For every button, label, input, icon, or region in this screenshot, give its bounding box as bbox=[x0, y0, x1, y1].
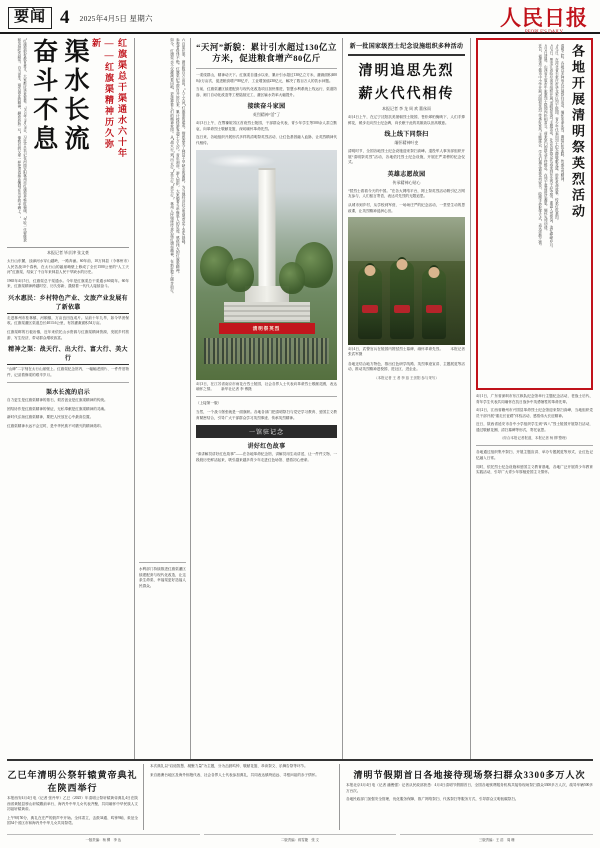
subhead-online: 线上线下同祭扫 bbox=[384, 132, 429, 139]
red-box-title: 各地开展清明祭英烈活动 bbox=[570, 44, 585, 220]
main-paragraph-5: 各地还结合地方特色，推出红色研学线路、英烈事迹宣讲、主题展览等活动，推动英烈精神进校园、进社区、进企业。 bbox=[348, 361, 465, 372]
tourism-paragraph-1: 走进林州市桂林镇、河顺镇，万亩良田连成片。从前十年九旱，如今旱涝保收。红旗渠灌区渠道总长4013.6公里，有效灌溉面积54万亩。 bbox=[7, 315, 129, 326]
main-headline-2: 薪火代代相传 bbox=[358, 87, 455, 102]
divider-col5 bbox=[476, 445, 593, 446]
flower-shape bbox=[426, 305, 442, 313]
soldier-figure bbox=[390, 261, 414, 339]
lead-kicker: 红旗渠总干渠通水六十年——红旗渠精神历久弥新 bbox=[91, 38, 127, 159]
list-item: 团结协作是红旗渠精神的保证，无私奉献是红旗渠精神的灵魂。 bbox=[7, 406, 108, 411]
feature-banner: 一馆驻记念 bbox=[196, 425, 337, 438]
soldiers-photo-caption: 4月4日，武警官兵在陵园内擦拭烈士墓碑，缅怀革命先烈。 本报记者 张武军摄 bbox=[348, 347, 465, 357]
continued-body: 当然，一个战斗堡垒就是一面旗帜。各地各部门把清明祭扫与党史学习教育、爱国主义教育紧密结合，引导广大干部群众学习英烈事迹、传承英烈精神。 bbox=[196, 409, 337, 420]
lead-paragraph-1: 太行山东麓，浊漳河水穿山越岭，一路奔涌。60年前，10万林县（今林州市）人民苦战10个春秋，在太行山的悬崖峭壁上修成了全长1500公里的“人工天河”红旗渠，结束了千百年来林县人民干旱缺水的历史。 bbox=[7, 259, 129, 275]
bottom-left-headline: 乙巳年清明公祭轩辕黄帝典礼在陕西举行 bbox=[7, 770, 138, 794]
continue-paragraph-2: 连日来，各地组织开展形式多样的清明祭英烈活动，让红色基因融入血脉，让英烈精神代代相传。 bbox=[196, 135, 337, 146]
lead-headline-1: 渠水长流 bbox=[61, 38, 88, 154]
lead-story-vertical bbox=[7, 38, 129, 248]
column-2 bbox=[135, 38, 191, 838]
featured-red-box bbox=[476, 38, 593, 390]
bottom-right-headline: 清明节假期首日各地接待现场祭扫群众3300多万人次 bbox=[353, 770, 586, 781]
soldier-head-shape bbox=[397, 259, 408, 270]
col5-body-7: 近日，陕西省延安市各中小学组织学生到“四八”烈士陵园开展祭扫活动，通过敬献花圈、清扫墓碑等形式，寄托哀思。 bbox=[476, 422, 593, 432]
bottom-right-lead: 本报北京4月4日电（记者 潘俊强）记者从民政部获悉：4月4日清明节假期首日，全国各地殡葬服务机构共接待现场祭扫群众3300多万人次，疏导车辆500多万台次。 bbox=[346, 783, 593, 793]
tree-shape bbox=[226, 258, 254, 292]
main-paragraph-1: 4月4日上午，在辽宁沈阳抗美援朝烈士陵园，苍松翠柏掩映下，人们手捧鲜花，缓步走向烈士纪念碑，向长眠于此的英雄致以崇高敬意。 bbox=[348, 115, 465, 125]
red-box-body-3: 4月4日清晨，山西省太原市牛驼寨烈士陵园内松柏肃立，前来祭扫的群众手持鲜花，在烈士墓前驻足凝思，缅怀先烈功绩。 bbox=[544, 44, 549, 233]
list-item: 自力更生是红旗渠精神的基石，艰苦创业是红旗渠精神的传统。 bbox=[7, 398, 108, 403]
column-1 bbox=[7, 38, 135, 838]
col2-paragraph: 水利部门持续推进红旗渠灌区续建配套与现代化改造，让这条生命渠、幸福渠更好造福人民群众。 bbox=[139, 567, 186, 588]
subhead-spirit: 精神之渠：战天行、出大行、富大行、美大行 bbox=[7, 344, 129, 365]
col2-vertical-3: 如今，红旗渠水不仅灌溉着田地，更滋养着人们的精神家园。从“战太行”到“出太行”“富太行”“美太行”，林州人民始终传承弘扬红旗渠精神，在新征程上阔步前行。 bbox=[170, 38, 175, 296]
flower-shape bbox=[362, 305, 378, 313]
cloud-decoration bbox=[206, 154, 276, 168]
divider-col2 bbox=[139, 562, 186, 563]
editor-credit: 一版责编：杨 柳 李 达 bbox=[7, 834, 200, 842]
flower-shape bbox=[394, 305, 410, 313]
main-headline-1: 清明追思先烈 bbox=[358, 64, 455, 79]
subhead-heroes: 英雄志愿故园 bbox=[387, 171, 426, 178]
subhead-tourism: 兴水惠民：乡村特色产业、文旅产业发展有了新依靠 bbox=[7, 293, 129, 314]
tourism-paragraph-2: 红旗渠畔的石板岩镇，近年来依托山水资源与红旗渠精神资源，发展乡村旅游、写生经济，带动群众增收致富。 bbox=[7, 329, 129, 340]
subhead-online-sub: 缅怀精神叶史 bbox=[394, 140, 419, 146]
divider-col3-b bbox=[196, 396, 337, 397]
red-box-body-1: 4月3日，在河北省石家庄市华北军区烈士陵园，青少年代表向烈士纪念碑敬献花篮，聆听革命故事，传承红色基因。 bbox=[555, 44, 560, 223]
wall-background-shape bbox=[348, 217, 465, 261]
lead-paragraph-2: 1965年4月5日，红旗渠总干渠通水。今年是红旗渠总干渠通水60周年。60年来，红旗渠精神跨越时空、历久弥新，激励着一代代人接续奋斗。 bbox=[7, 278, 129, 289]
photo-banner-text: 清明祭英烈 bbox=[219, 323, 315, 334]
monument-photo bbox=[196, 150, 337, 380]
column-5 bbox=[471, 38, 593, 838]
subhead-continue-sub: 英烈精神“活”了 bbox=[252, 112, 281, 118]
masthead bbox=[0, 0, 600, 34]
list-item: 红旗渠精神永远不会过时，是中华民族不可磨灭的精神烙印。 bbox=[7, 423, 105, 428]
heroes-paragraph-1: “替烈士看看今天的中国。”在各大网络平台，网上祭英烈活动吸引亿万网友参与，人们留言寄语，表达对先烈的无限追思。 bbox=[348, 188, 465, 199]
bottom-section bbox=[7, 759, 593, 842]
monument-photo-caption: 4月3日，在江苏省南京市雨花台烈士陵园，社会各界人士代表向革命烈士敬献花圈，表达缅怀之情。 新华社记者 李 博摄 bbox=[196, 381, 337, 391]
kicker-national: 新一批国家级烈士纪念设施组织多种活动 bbox=[349, 44, 464, 50]
divider-col3-a bbox=[196, 68, 337, 69]
section-badge: 要闻 bbox=[8, 7, 52, 28]
paper-title-en: PEOPLE'S DAILY bbox=[524, 29, 564, 35]
subhead-continue: 接续奋斗家园 bbox=[247, 104, 286, 111]
spirit-paragraph-1: “山碑”二字刻在太行山崖壁上。红旗渠纪念馆内，一幅幅老照片、一件件旧物件，记录着修渠的艰辛岁月。 bbox=[7, 367, 129, 377]
col5-tail-2: 同时，依托烈士纪念设施和爱国主义教育基地，各地广泛开展青少年教育实践活动，引导广大青少年厚植爱国主义情怀。 bbox=[476, 464, 593, 475]
editor-credit: 三版责编：王 浩 周 珊 bbox=[400, 834, 593, 842]
page-number: 4 bbox=[60, 7, 70, 28]
editor-credit: 二版责编：蒋雪婕 张 文 bbox=[204, 834, 397, 842]
red-box-body-2: 4月2日，黑龙江省哈尔滨市组织开展“清明祭英烈”主题活动，社会各界群众代表来到东北烈士纪念馆，重温入党誓词，追忆峥嵘岁月。 bbox=[549, 44, 554, 251]
bottom-mid-story bbox=[150, 764, 340, 830]
paper-title: 人民日报 bbox=[500, 5, 588, 30]
tianhe-paragraph-2: 当前，红旗渠灌区续建配套与现代化改造项目加快推进，智慧水利系统上线运行，渠道防渗、闸门自动化改造等工程陆续完工，灌区输水效率大幅提升。 bbox=[196, 87, 337, 97]
monument-steps-shape bbox=[224, 302, 310, 322]
paper-logo bbox=[500, 2, 592, 35]
online-paragraph: 清明时节，全国各地烈士纪念设施迎来祭扫高峰。退役军人事务部组织开展“清明祭英烈”活动，各地依托烈士纪念设施，开展庄严肃穆的纪念仪式。 bbox=[348, 149, 465, 165]
bottom-right-body: 各地民政部门加强安全管理，优化服务保障，推广网络祭扫、代客祭扫等服务方式，引导群众文明低碳祭扫。 bbox=[346, 797, 519, 802]
continued-from-p1: （上接第一版） bbox=[196, 401, 222, 406]
lead-byline: 本报记者 毕京津 张文豪 bbox=[47, 250, 89, 255]
soldier-figure bbox=[422, 269, 446, 339]
tree-shape bbox=[279, 262, 305, 294]
bottom-mid-body-1: 本次典礼以“启迪智慧、凝聚力量”为主题，分为击鼓鸣钟、敬献花篮、恭读祭文、乐舞告祭等环节。 bbox=[150, 764, 308, 769]
bottom-mid-body-2: 来自港澳台地区及海外侨胞代表、社会各界人士代表参加典礼，共同表达慎终追远、寻根问祖的赤子情怀。 bbox=[150, 772, 319, 777]
heroes-paragraph-2: 从城市到乡村，从学校到军营，一场场庄严的纪念活动，一堂堂生动的思政课，让英烈精神浸润心田。 bbox=[348, 202, 465, 213]
bottom-left-body: 上午9时50分，典礼在庄严的鼓声中开始。全体肃立，击鼓34通、鸣钟9响，象征全国34个省区市和海内外中华儿女共同祭奠。 bbox=[7, 815, 138, 826]
soldier-figure bbox=[358, 267, 382, 339]
lead-body-vertical-1: “红旗渠很有教育意义，大家都应该来看看。”2022年10月28日，习近平总书记在河南安阳林州市红旗渠考察时强调，“年轻一代要继承和发扬吃苦耐劳、自力更生、艰苦创业的精神，摒弃骄娇二气，像我们的父辈一样把青春热血镌刻在历史的丰碑上。” bbox=[17, 38, 28, 243]
issue-date: 2025年4月5日 星期六 bbox=[79, 13, 153, 23]
feature-body: “请讲解员讲好红色故事”——在各地革命纪念馆，讲解员用生动讲述，让一件件文物、一段段历史鲜活起来，吸引越来越多青少年走进红色场馆、感悟初心使命。 bbox=[196, 452, 337, 462]
subhead-heroes-sub: 传承精神心贴心 bbox=[392, 179, 421, 185]
divider-col1 bbox=[7, 382, 129, 383]
divider-col4-a bbox=[348, 54, 465, 56]
red-box-body-4: 近日，福建省宁德市中小学开展“清明祭英烈·传承好家风”主题班会，学生们通过诵读英烈家书、绘制手抄报等方式，表达崇敬之情。 bbox=[538, 44, 543, 248]
red-box-lead: 清明之际，各地以多种形式开展祭扫活动，缅怀革命先烈，赓续红色血脉、传承英烈精神。 bbox=[561, 44, 565, 184]
feature-headline: 讲好红色故事 bbox=[247, 444, 286, 451]
page-content bbox=[0, 34, 600, 844]
bottom-left-story bbox=[7, 764, 144, 830]
column-3 bbox=[191, 38, 343, 838]
col5-body-6: 4月2日，江西省赣州市兴国县革命烈士纪念馆迎来祭扫高峰，当地组织党员干部开展“重走长征路”体验活动，感悟伟大长征精神。 bbox=[476, 408, 593, 418]
column-4 bbox=[343, 38, 471, 838]
headline-tianhe: “天河”新貌：累计引水超过130亿立方米，促进粮食增产80亿斤 bbox=[196, 42, 337, 64]
col2-vertical-2: 参观者络绎不绝。红旗渠纪念馆自开馆以来，累计接待游客超千万人次。青年洞前，游人如织，大家循着当年修渠人的足迹，感悟伟大的红旗渠精神。 bbox=[176, 38, 181, 276]
obelisk-shape bbox=[258, 168, 275, 286]
crowd-shape bbox=[204, 338, 329, 364]
soldiers-photo bbox=[348, 217, 465, 345]
page-editors-strip bbox=[7, 834, 593, 842]
list-heading: 渠水长流的启示 bbox=[45, 390, 91, 397]
col5-body-5: 4月1日，广东省深圳市东江纵队纪念馆举行主题纪念活动，老战士后代、青年学生代表共同缅怀在抗日战争中英勇牺牲的革命先辈。 bbox=[476, 394, 593, 404]
col5-tail-1: 各地通过组织集中祭扫、开展主题宣讲、举办专题展览等形式，让红色记忆融入日常。 bbox=[476, 450, 593, 460]
col5-source-note: （综合本报记者报道，本报记者 杨 柳 整理） bbox=[499, 436, 570, 441]
bottom-right-story bbox=[346, 764, 593, 830]
soldier-head-shape bbox=[429, 267, 440, 278]
contributors-note: （本报记者 王 者 李 蕊 王崇阳 参与采写） bbox=[374, 375, 439, 380]
main-byline: 本报记者 李 龙 周 欢 董丝雨 bbox=[382, 106, 431, 111]
col2-vertical-1: 六百里长渠，润泽数百万亩田。“人工天河”红旗渠的建成，彻底改变了林县干旱缺水的面貌，为当地经济社会发展奠定了坚实基础。 bbox=[182, 38, 186, 247]
tianhe-paragraph-1: 一渠绕群山，精神动天下。红旗渠自通水以来，累计引水超过130亿立方米，灌溉面积4000余万亩次，促进粮食增产80亿斤，工业增加值230亿元，解决了数百万人的饮水问题。 bbox=[196, 73, 337, 83]
soldier-head-shape bbox=[365, 265, 376, 276]
list-item: 新时代弘扬红旗渠精神，要把人民放在心中最高位置。 bbox=[7, 415, 94, 420]
bottom-left-lead: 本报西安4月4日电（记者 张丹华）乙巳（2025）年清明公祭轩辕黄帝典礼4日在陕西省黄陵县桥山轩辕殿前举行，海内外中华儿女代表齐聚，共同缅怀中华民族人文初祖轩辕黄帝。 bbox=[7, 796, 138, 812]
continue-paragraph-1: 4月3日上午，在鄂豫皖苏区首府烈士陵园，干部群众代表、青少年学生等500余人肃立默哀，向革命烈士敬献花篮，深切缅怀革命先烈。 bbox=[196, 121, 337, 131]
lead-headline-2: 奋斗不息 bbox=[29, 38, 57, 154]
